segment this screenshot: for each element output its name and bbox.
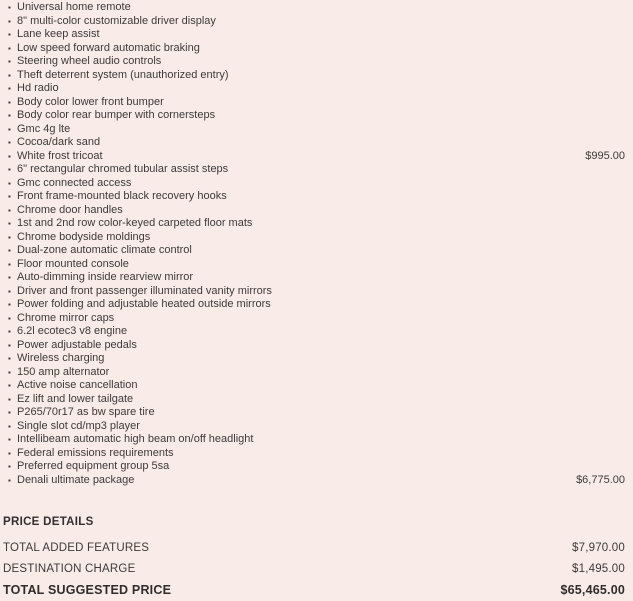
total-added-features-label: TOTAL ADDED FEATURES: [3, 541, 150, 554]
feature-item: [8, 96, 625, 110]
feature-item: [8, 55, 625, 69]
feature-label: 150 amp alternator: [17, 365, 110, 378]
feature-label: Intellibeam automatic high beam on/off headlight: [17, 433, 254, 445]
bullet-icon: ▪: [8, 300, 11, 309]
feature-label: Gmc connected access: [17, 176, 132, 189]
feature-item: [8, 474, 625, 488]
feature-label: 1st and 2nd row color-keyed carpeted floor mats: [17, 217, 253, 229]
feature-item: [8, 15, 625, 29]
bullet-icon: ▪: [8, 259, 11, 269]
feature-label: Theft deterrent system (unauthorized entry): [17, 68, 229, 81]
feature-item: [8, 393, 625, 407]
feature-item: [8, 136, 625, 150]
feature-label: Low speed forward automatic braking: [17, 41, 200, 54]
feature-label: Federal emissions requirements: [17, 446, 174, 459]
feature-item: [8, 366, 625, 380]
bullet-icon: ▪: [8, 340, 11, 350]
feature-label: Dual-zone automatic climate control: [17, 244, 192, 256]
feature-label: Active noise cancellation: [17, 379, 138, 391]
feature-label: 6" rectangular chromed tubular assist steps: [17, 163, 229, 175]
total-added-features-value: $7,970.00: [572, 541, 625, 554]
bullet-icon: ▪: [8, 165, 11, 174]
feature-item: [8, 204, 625, 218]
destination-charge-label: DESTINATION CHARGE: [3, 562, 136, 575]
bullet-icon: ▪: [8, 313, 11, 323]
bullet-icon: ▪: [8, 111, 11, 120]
feature-item: [8, 352, 625, 366]
bullet-icon: ▪: [8, 421, 11, 431]
feature-label: 6.2l ecotec3 v8 engine: [17, 325, 128, 337]
feature-label: Chrome bodyside moldings: [17, 230, 151, 243]
feature-item: [8, 177, 625, 191]
bullet-icon: ▪: [8, 84, 11, 93]
feature-label: Floor mounted console: [17, 257, 129, 270]
feature-label: Lane keep assist: [17, 28, 100, 40]
bullet-icon: ▪: [8, 367, 11, 377]
feature-item: [8, 433, 625, 447]
bullet-icon: ▪: [8, 205, 11, 215]
feature-item: [8, 298, 625, 312]
bullet-icon: ▪: [8, 327, 11, 336]
bullet-icon: ▪: [8, 408, 11, 417]
bullet-icon: ▪: [8, 124, 11, 134]
total-suggested-price-row: [3, 579, 625, 600]
price-details-heading: PRICE DETAILS: [3, 516, 94, 528]
feature-item: [8, 190, 625, 204]
bullet-icon: ▪: [8, 462, 11, 471]
feature-item: [8, 447, 625, 461]
feature-label: Front frame-mounted black recovery hooks: [17, 190, 227, 202]
feature-label: Wireless charging: [17, 352, 105, 364]
bullet-icon: ▪: [8, 286, 11, 296]
feature-item: [8, 82, 625, 96]
total-suggested-price-label: TOTAL SUGGESTED PRICE: [3, 582, 172, 597]
bullet-icon: ▪: [8, 475, 11, 485]
feature-label: Ez lift and lower tailgate: [17, 392, 134, 405]
feature-label: White frost tricoat: [17, 149, 103, 162]
feature-item: [8, 244, 625, 258]
bullet-icon: ▪: [8, 219, 11, 228]
feature-item: [8, 1, 625, 15]
bullet-icon: ▪: [8, 70, 11, 80]
feature-label: Steering wheel audio controls: [17, 55, 162, 67]
feature-item: [8, 109, 625, 123]
feature-item: [8, 325, 625, 339]
total-added-features-row: [3, 537, 625, 558]
feature-label: Cocoa/dark sand: [17, 136, 101, 148]
feature-label: Universal home remote: [17, 1, 131, 13]
feature-item: [8, 406, 625, 420]
feature-item: [8, 379, 625, 393]
bullet-icon: ▪: [8, 3, 11, 12]
feature-label: Body color lower front bumper: [17, 95, 164, 108]
feature-label: Body color rear bumper with cornersteps: [17, 109, 216, 121]
feature-item: [8, 28, 625, 42]
bullet-icon: ▪: [8, 354, 11, 363]
price-details-section: [3, 515, 625, 600]
feature-item: [8, 339, 625, 353]
bullet-icon: ▪: [8, 16, 11, 26]
bullet-icon: ▪: [8, 246, 11, 255]
bullet-icon: ▪: [8, 30, 11, 39]
bullet-icon: ▪: [8, 43, 11, 53]
bullet-icon: ▪: [8, 232, 11, 242]
feature-item: [8, 271, 625, 285]
feature-label: Auto-dimming inside rearview mirror: [17, 271, 194, 283]
feature-label: Chrome mirror caps: [17, 311, 115, 324]
bullet-icon: ▪: [8, 394, 11, 404]
total-suggested-price-value: $65,465.00: [560, 582, 625, 597]
feature-label: Driver and front passenger illuminated vanity mirrors: [17, 284, 272, 297]
feature-item: [8, 312, 625, 326]
destination-charge-row: [3, 558, 625, 579]
feature-item: [8, 69, 625, 83]
feature-item: [8, 150, 625, 164]
feature-label: Single slot cd/mp3 player: [17, 419, 140, 432]
bullet-icon: ▪: [8, 151, 11, 161]
feature-label: Chrome door handles: [17, 203, 123, 216]
feature-price: $6,775.00: [576, 473, 625, 486]
feature-item: [8, 42, 625, 56]
feature-item: [8, 258, 625, 272]
feature-item: [8, 163, 625, 177]
feature-item: [8, 123, 625, 137]
feature-label: Hd radio: [17, 82, 59, 94]
feature-label: Power folding and adjustable heated outside mirrors: [17, 298, 271, 310]
bullet-icon: ▪: [8, 178, 11, 188]
bullet-icon: ▪: [8, 381, 11, 390]
feature-label: Power adjustable pedals: [17, 338, 137, 351]
feature-label: Denali ultimate package: [17, 473, 135, 486]
feature-label: 8" multi-color customizable driver display: [17, 14, 216, 27]
bullet-icon: ▪: [8, 57, 11, 66]
bullet-icon: ▪: [8, 273, 11, 282]
feature-item: [8, 420, 625, 434]
feature-item: [8, 285, 625, 299]
bullet-icon: ▪: [8, 435, 11, 444]
feature-item: [8, 217, 625, 231]
feature-label: Preferred equipment group 5sa: [17, 460, 170, 472]
bullet-icon: ▪: [8, 192, 11, 201]
bullet-icon: ▪: [8, 97, 11, 107]
feature-item: [8, 231, 625, 245]
feature-label: P265/70r17 as bw spare tire: [17, 406, 155, 418]
bullet-icon: ▪: [8, 448, 11, 458]
bullet-icon: ▪: [8, 138, 11, 147]
feature-price: $995.00: [585, 149, 625, 162]
feature-item: [8, 460, 625, 474]
feature-label: Gmc 4g lte: [17, 122, 71, 135]
destination-charge-value: $1,495.00: [572, 562, 625, 575]
